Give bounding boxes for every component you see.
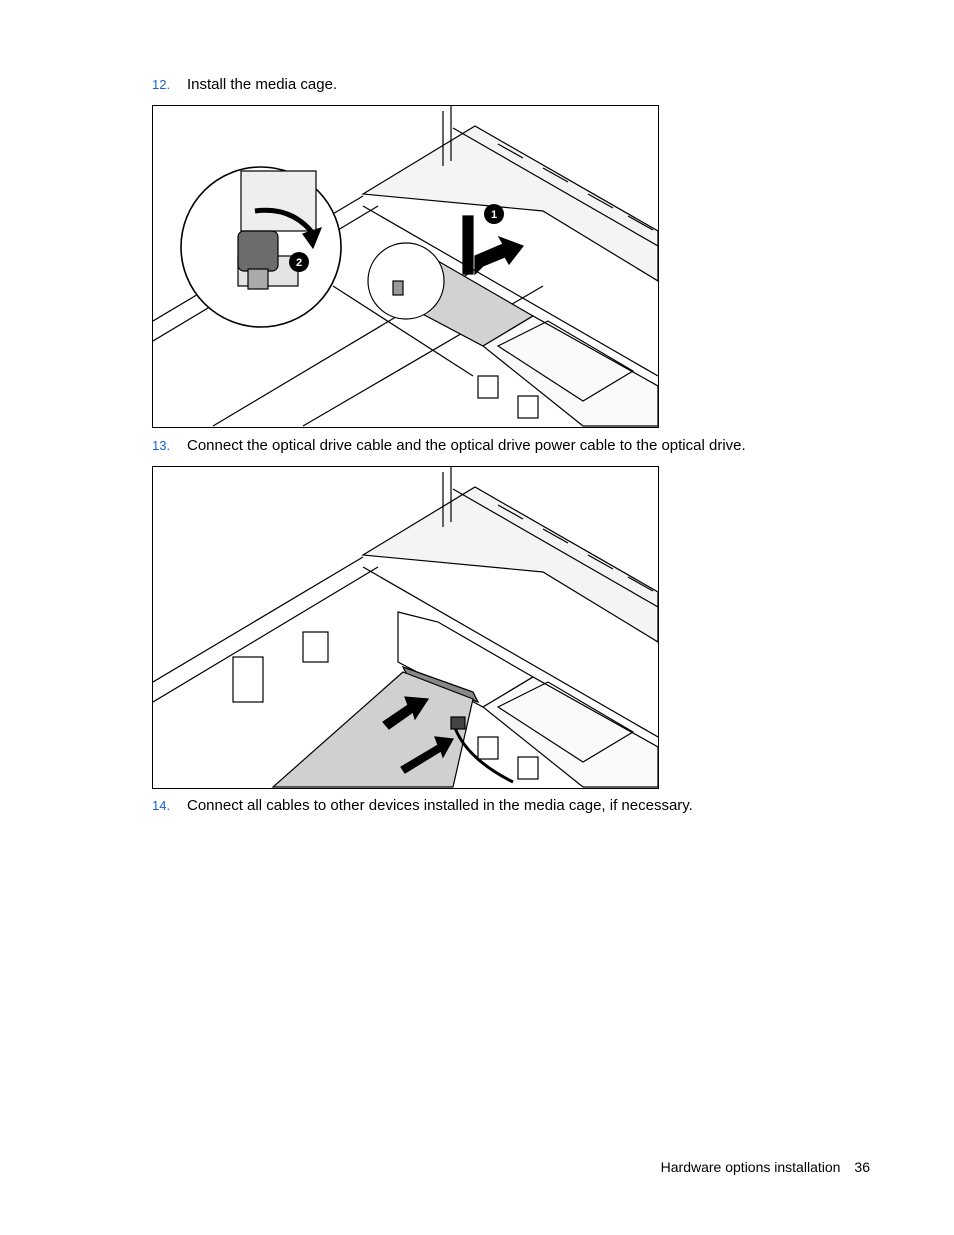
step-14 (152, 797, 693, 815)
figure-install-media-cage (152, 105, 659, 428)
figure-connect-optical-cables (152, 466, 659, 789)
optical-cable-illustration (153, 467, 658, 788)
page-number: 36 (854, 1159, 870, 1175)
step-number: 13. (152, 438, 171, 453)
step-number: 12. (152, 77, 171, 92)
step-12 (152, 76, 337, 94)
step-text: Install the media cage. (187, 76, 338, 93)
media-cage-illustration (153, 106, 658, 427)
step-text: Connect the optical drive cable and the optical drive power cable to the optical drive. (187, 437, 746, 454)
page-footer (661, 1159, 870, 1175)
footer-section: Hardware options installation (660, 1159, 841, 1175)
callout-1: 1 (490, 209, 498, 221)
callout-2: 2 (295, 257, 303, 269)
step-number: 14. (152, 798, 171, 813)
step-text: Connect all cables to other devices installed in the media cage, if necessary. (187, 797, 693, 814)
step-13 (152, 437, 746, 455)
